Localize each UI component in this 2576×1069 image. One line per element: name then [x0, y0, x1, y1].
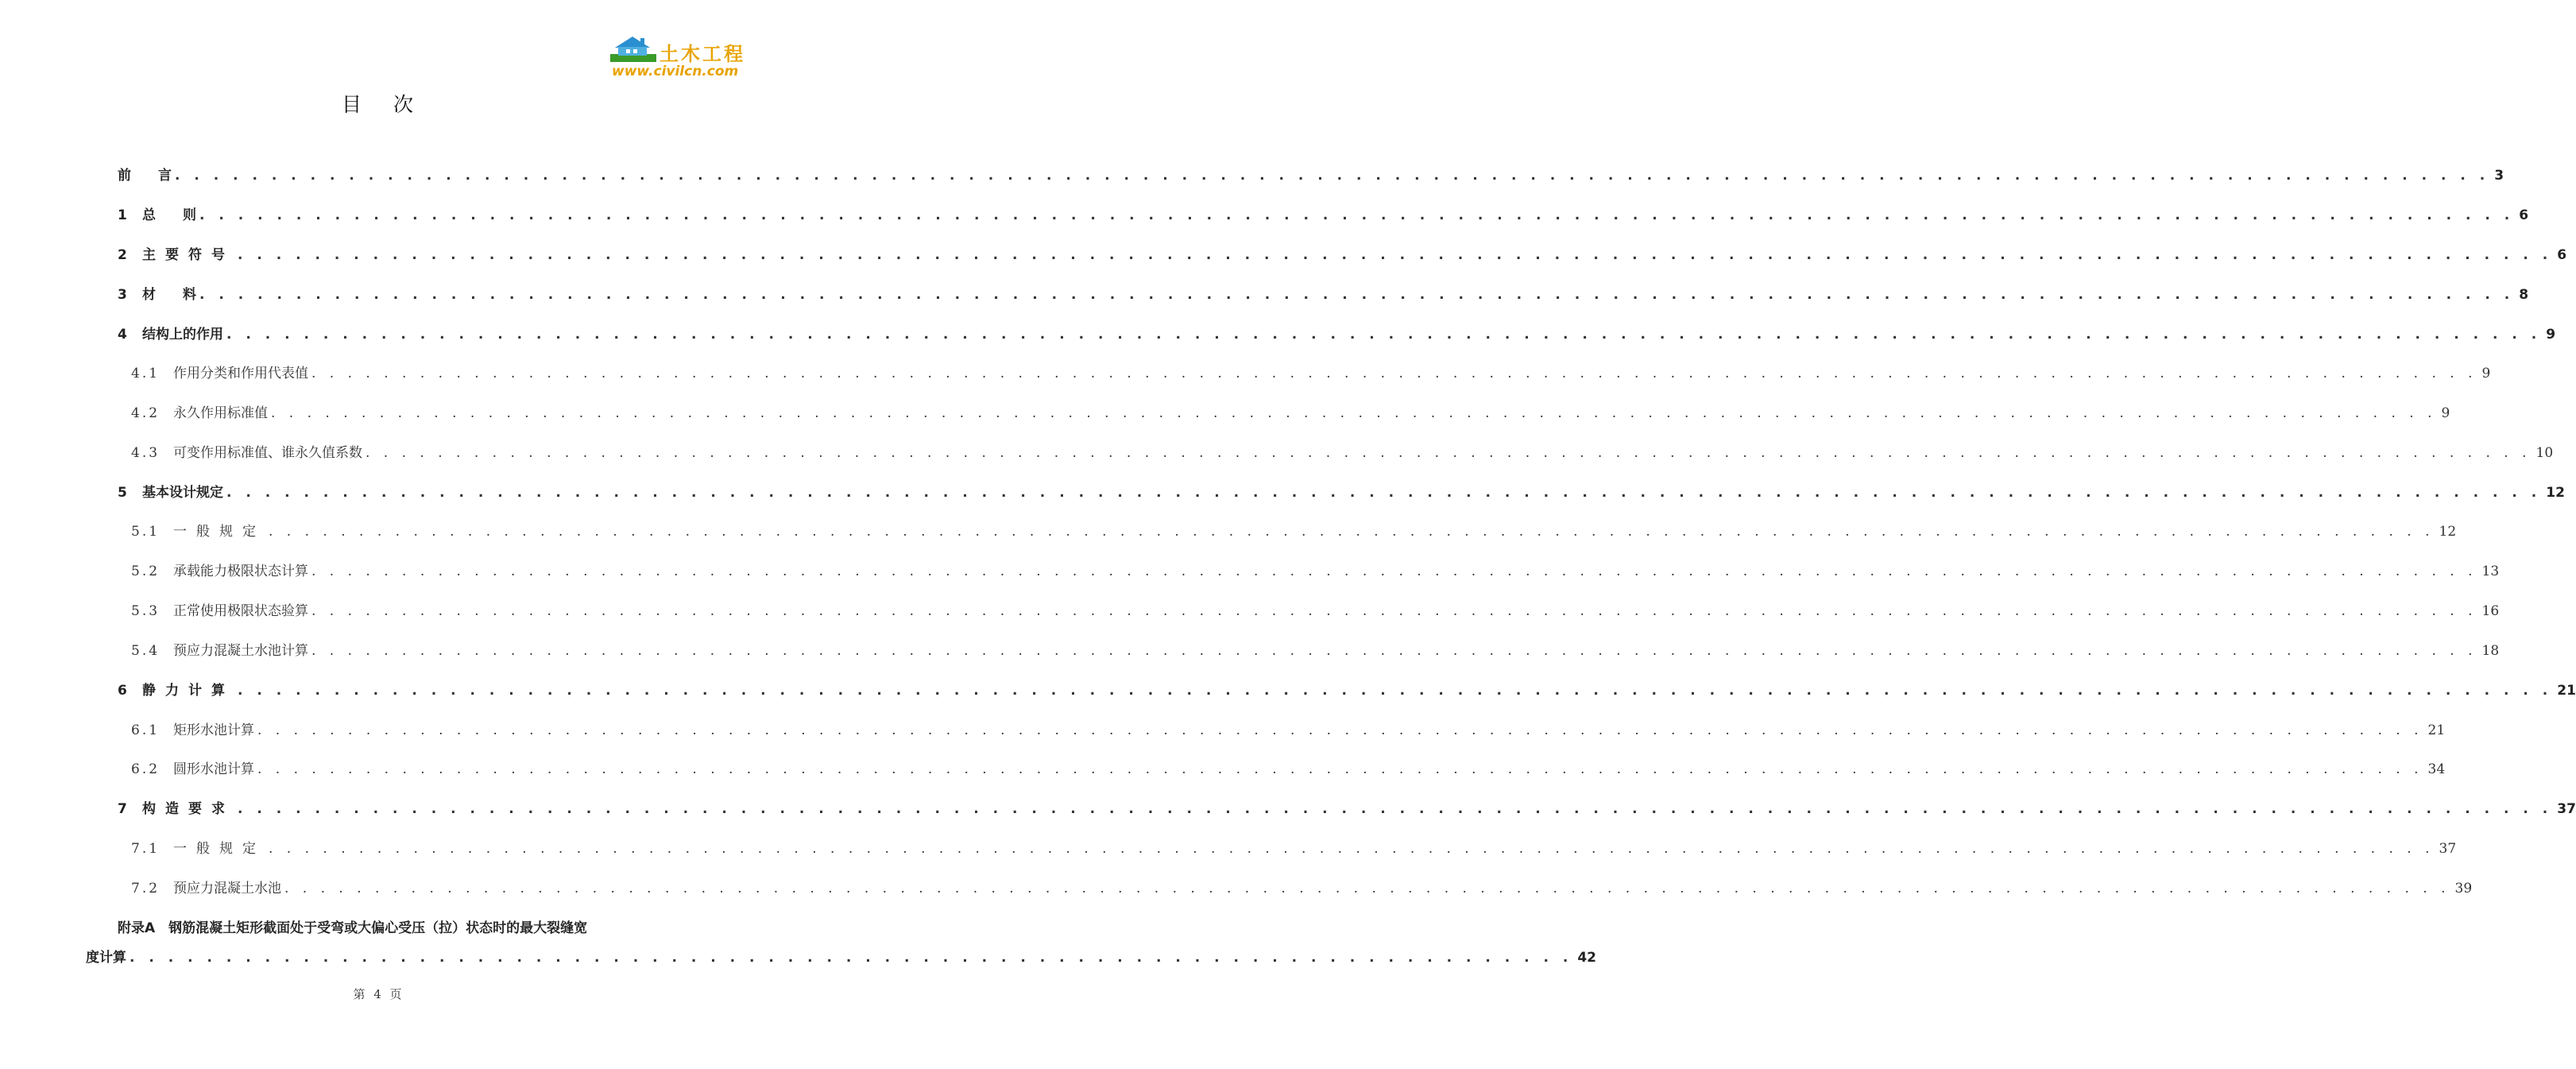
toc-leader: . . . . . . . . . . . . . . . . . . . . . . . . . . . . . . . . . . . . . . . . . . . . . . . . . . . . . . . . . . . . . . . . . . . . . . . . . . . . . . . . . . . . . . . . . . . . . . . . . . . . . . . . . . . . . . . . . . . . . . . .	[238, 247, 2553, 263]
toc-entry-label: 作用分类和作用代表值	[173, 366, 308, 382]
toc-entry-page: 16	[2481, 603, 2500, 619]
toc-entry-page: 37	[2439, 841, 2457, 857]
toc-entry-number: 4.3	[131, 445, 161, 461]
toc-entry-label: 总 则	[142, 207, 196, 223]
toc-appendix-line1: 附录A 钢筋混凝土矩形截面处于受弯或大偏心受压（拉）状态时的最大裂缝宽	[118, 920, 588, 936]
toc-leader: . . . . . . . . . . . . . . . . . . . . . . . . . . . . . . . . . . . . . . . . . . . . . . . . . . . . . . . . . . . . . . . . . . . . . . . . . . . . . . . . . . . . . . . . . . . . . . . . . . . . . . . . . . . . . . . . . . . . . . . .	[175, 168, 2490, 184]
toc-leader: . . . . . . . . . . . . . . . . . . . . . . . . . . . . . . . . . . . . . . . . . . . . . . . . . . . . . . . . . . . . . . . . . . . . . . . . . . . . . . . . . . . . . . . . . . . . . . . . . . . . . . . . . . . . . . . . . . . . . . . .	[311, 564, 2477, 579]
toc-leader: . . . . . . . . . . . . . . . . . . . . . . . . . . . . . . . . . . . . . . . . . . . . . . . . . . . . . . . . . . . . . . . . . . . . . . . . . . . . . . . . . . . . . . . . . . . . . . . . . . . . . . . . . . . . . . . . . . . . . . . .	[226, 327, 2542, 343]
toc-leader: . . . . . . . . . . . . . . . . . . . . . . . . . . . . . . . . . . . . . . . . . . . . . . . . . . . . . . . . . . . . . . . . . . . . . . . . . . . . . . . . . . . . . . . . . . . . . . . . . . . . . . . . . . . . . . . . . . . . . . . .	[257, 722, 2423, 738]
toc-entry[interactable]	[131, 759, 2446, 780]
toc-entry-page: 12	[2546, 485, 2565, 501]
toc-entry-number: 2	[118, 247, 127, 263]
toc-leader: . . . . . . . . . . . . . . . . . . . . . . . . . . . . . . . . . . . . . . . . . . . . . . . . . . . . . . . . . . . . . . . . . . . . . . . . . . . . . . . . . . . . . . . . . . . . . . . . . . . . . . . . . . . . . . . . . . . . . . . .	[226, 485, 2542, 501]
house-icon	[609, 35, 658, 64]
toc-entry[interactable]	[131, 403, 2450, 424]
toc-leader: . . . . . . . . . . . . . . . . . . . . . . . . . . . . . . . . . . . . . . . . . . . . . . . . . . . . . . . . . . . . . . . . . . . . . . . . . . . . . . . . . . . . . . . . . . . . . . . . . . . . . . . . . . . . . . . . . . . . . . . .	[311, 643, 2477, 659]
toc-entry-label: 一般规定	[173, 524, 265, 540]
toc-entry-page: 6	[2519, 207, 2529, 223]
toc-entry[interactable]	[118, 285, 2529, 305]
toc-entry-number: 5	[118, 485, 127, 501]
toc-entry-label: 基本设计规定	[142, 485, 223, 501]
toc-leader: . . . . . . . . . . . . . . . . . . . . . . . . . . . . . . . . . . . . . . . . . . . . . . . . . . . . . . . . . . . . . . . . . . . . . . . . . . . . . . . . . . . . . . . . . . . . . . . . . . . . . . . . . . . . . . . . . . . . . . . .	[366, 445, 2532, 461]
toc-entry-label: 圆形水池计算	[173, 761, 254, 777]
toc-entry[interactable]	[118, 324, 2556, 345]
toc-entry[interactable]	[131, 363, 2491, 384]
toc-entry-page: 39	[2454, 881, 2473, 897]
toc-entry-number: 7.1	[131, 841, 161, 857]
toc-leader: . . . . . . . . . . . . . . . . . . . . . . . . . . . . . . . . . . . . . . . . . . . . . . . . . . . . . . . . . . . . . . . . . . . . . . . . . . .	[130, 950, 1573, 966]
toc-entry[interactable]	[131, 561, 2500, 582]
toc-entry-page: 12	[2439, 524, 2457, 540]
toc-entry-label: 正常使用极限状态验算	[173, 603, 308, 619]
toc-leader: . . . . . . . . . . . . . . . . . . . . . . . . . . . . . . . . . . . . . . . . . . . . . . . . . . . . . . . . . . . . . . . . . . . . . . . . . . . . . . . . . . . . . . . . . . . . . . . . . . . . . . . . . . . . . . . . . . . . . . . .	[311, 603, 2477, 619]
toc-entry-page: 9	[2441, 405, 2450, 421]
toc-entry-label: 预应力混凝土水池	[173, 881, 281, 897]
toc-entry-label: 承载能力极限状态计算	[173, 564, 308, 579]
page-title: 目次	[341, 93, 445, 116]
toc-entry-label: 材 料	[142, 287, 196, 303]
toc-entry-page: 9	[2481, 366, 2491, 382]
toc-entry[interactable]	[118, 165, 2504, 186]
toc-leader: . . . . . . . . . . . . . . . . . . . . . . . . . . . . . . . . . . . . . . . . . . . . . . . . . . . . . . . . . . . . . . . . . . . . . . . . . . . . . . . . . . . . . . . . . . . . . . . . . . . . . . . . . . . . . . . . . . . . . . . .	[269, 841, 2435, 857]
toc-entry-number: 4	[118, 327, 127, 343]
toc-entry-number: 6	[118, 683, 127, 699]
toc-appendix-label: 度计算	[86, 950, 126, 966]
toc-entry-label: 可变作用标准值、谁永久值系数	[173, 445, 362, 461]
toc-entry[interactable]	[118, 799, 2576, 819]
toc-leader: . . . . . . . . . . . . . . . . . . . . . . . . . . . . . . . . . . . . . . . . . . . . . . . . . . . . . . . . . . . . . . . . . . . . . . . . . . . . . . . . . . . . . . . . . . . . . . . . . . . . . . . . . . . . . . . . . . . . . . . .	[271, 405, 2437, 421]
toc-entry-number: 4.2	[131, 405, 161, 421]
toc-entry-label: 预应力混凝土水池计算	[173, 643, 308, 659]
toc-leader: . . . . . . . . . . . . . . . . . . . . . . . . . . . . . . . . . . . . . . . . . . . . . . . . . . . . . . . . . . . . . . . . . . . . . . . . . . . . . . . . . . . . . . . . . . . . . . . . . . . . . . . . . . . . . . . . . . . . . . . .	[269, 524, 2435, 540]
toc-entry[interactable]	[118, 205, 2529, 226]
toc-entry[interactable]	[131, 839, 2457, 859]
toc-entry-page: 9	[2546, 327, 2556, 343]
toc-entry-label: 结构上的作用	[142, 327, 223, 343]
toc-entry-label: 主要符号	[142, 247, 234, 263]
toc-entry-label: 静力计算	[142, 683, 234, 699]
toc-entry-page: 21	[2557, 683, 2576, 699]
site-logo	[609, 35, 750, 79]
toc-entry-number: 5.3	[131, 603, 161, 619]
logo-url: www.civilcn.com	[612, 64, 739, 79]
toc-entry[interactable]	[131, 601, 2500, 622]
toc-entry[interactable]	[131, 878, 2473, 899]
toc-entry-number: 5.1	[131, 524, 161, 540]
toc-appendix-line2	[86, 947, 1596, 968]
toc-entry[interactable]	[131, 443, 2554, 463]
toc-entry-label: 前 言	[118, 168, 172, 184]
toc-entry-page: 3	[2494, 168, 2504, 184]
toc-entry-number: 6.2	[131, 761, 161, 777]
toc-leader: . . . . . . . . . . . . . . . . . . . . . . . . . . . . . . . . . . . . . . . . . . . . . . . . . . . . . . . . . . . . . . . . . . . . . . . . . . . . . . . . . . . . . . . . . . . . . . . . . . . . . . . . . . . . . . . . . . . . . . . .	[199, 207, 2515, 223]
toc-entry-number: 7.2	[131, 881, 161, 897]
toc-entry-page: 34	[2427, 761, 2446, 777]
page-footer: 第 4 页	[353, 987, 402, 1001]
toc-entry-label: 一般规定	[173, 841, 265, 857]
toc-entry-page: 37	[2557, 801, 2576, 817]
toc-entry-number: 5.2	[131, 564, 161, 579]
toc-leader: . . . . . . . . . . . . . . . . . . . . . . . . . . . . . . . . . . . . . . . . . . . . . . . . . . . . . . . . . . . . . . . . . . . . . . . . . . . . . . . . . . . . . . . . . . . . . . . . . . . . . . . . . . . . . . . . . . . . . . . .	[238, 683, 2553, 699]
toc-leader: . . . . . . . . . . . . . . . . . . . . . . . . . . . . . . . . . . . . . . . . . . . . . . . . . . . . . . . . . . . . . . . . . . . . . . . . . . . . . . . . . . . . . . . . . . . . . . . . . . . . . . . . . . . . . . . . . . . . . . . .	[311, 366, 2477, 382]
toc-entry-page: 10	[2535, 445, 2554, 461]
toc-entry-number: 5.4	[131, 643, 161, 659]
toc-entry[interactable]	[118, 482, 2565, 503]
toc-entry-number: 6.1	[131, 722, 161, 738]
toc-entry-page: 8	[2519, 287, 2529, 303]
toc-entry[interactable]	[131, 720, 2446, 741]
toc-entry[interactable]	[131, 521, 2457, 542]
toc-entry-page: 13	[2481, 564, 2500, 579]
toc-entry-page: 18	[2481, 643, 2500, 659]
toc-entry-number: 1	[118, 207, 127, 223]
logo-text: 土木工程	[659, 43, 745, 65]
toc-leader: . . . . . . . . . . . . . . . . . . . . . . . . . . . . . . . . . . . . . . . . . . . . . . . . . . . . . . . . . . . . . . . . . . . . . . . . . . . . . . . . . . . . . . . . . . . . . . . . . . . . . . . . . . . . . . . . . . . . . . . .	[284, 881, 2450, 897]
toc-entry-label: 构造要求	[142, 801, 234, 817]
toc-entry-number: 4.1	[131, 366, 161, 382]
toc-leader: . . . . . . . . . . . . . . . . . . . . . . . . . . . . . . . . . . . . . . . . . . . . . . . . . . . . . . . . . . . . . . . . . . . . . . . . . . . . . . . . . . . . . . . . . . . . . . . . . . . . . . . . . . . . . . . . . . . . . . . .	[257, 761, 2423, 777]
toc-leader: . . . . . . . . . . . . . . . . . . . . . . . . . . . . . . . . . . . . . . . . . . . . . . . . . . . . . . . . . . . . . . . . . . . . . . . . . . . . . . . . . . . . . . . . . . . . . . . . . . . . . . . . . . . . . . . . . . . . . . . .	[238, 801, 2553, 817]
toc-entry[interactable]	[118, 245, 2567, 265]
toc-entry[interactable]	[118, 680, 2576, 701]
toc-appendix-page: 42	[1577, 950, 1596, 966]
toc-entry-number: 7	[118, 801, 127, 817]
toc-entry-page: 6	[2557, 247, 2567, 263]
toc-entry-label: 矩形水池计算	[173, 722, 254, 738]
toc-leader: . . . . . . . . . . . . . . . . . . . . . . . . . . . . . . . . . . . . . . . . . . . . . . . . . . . . . . . . . . . . . . . . . . . . . . . . . . . . . . . . . . . . . . . . . . . . . . . . . . . . . . . . . . . . . . . . . . . . . . . .	[199, 287, 2515, 303]
toc-entry-label: 永久作用标准值	[173, 405, 268, 421]
toc-entry[interactable]	[131, 641, 2500, 661]
toc-entry-number: 3	[118, 287, 127, 303]
toc-entry-page: 21	[2427, 722, 2446, 738]
